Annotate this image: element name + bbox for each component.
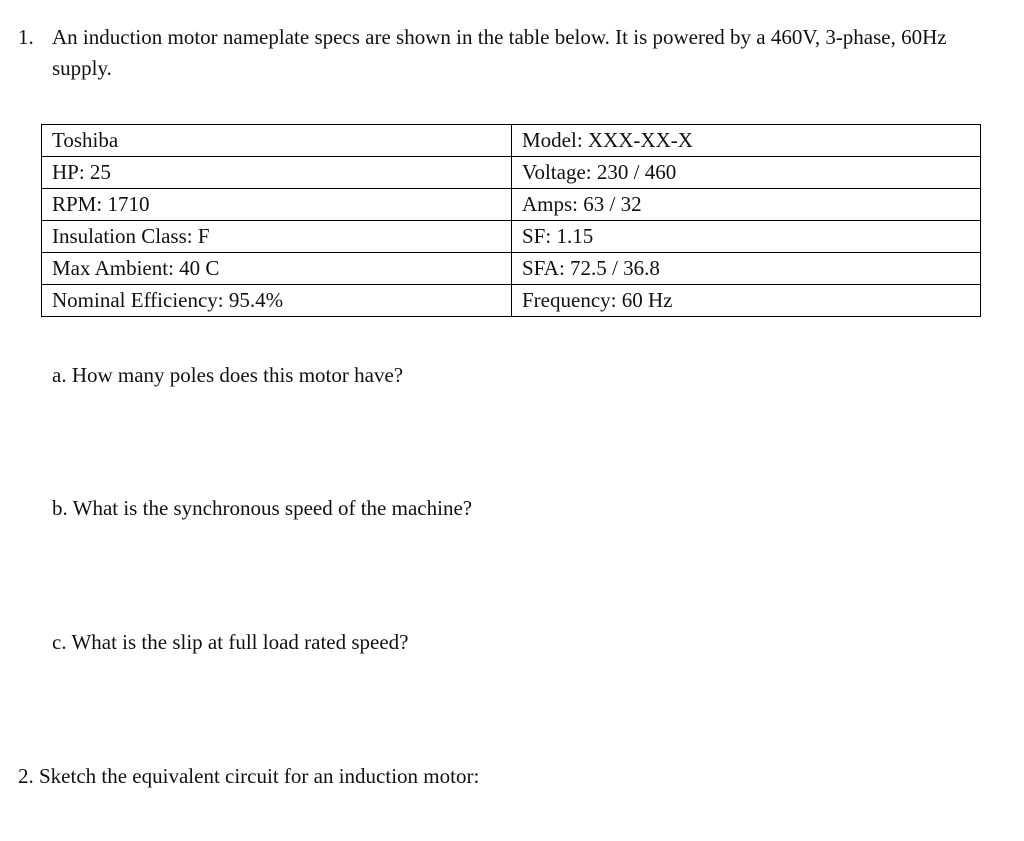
nameplate-amps: Amps: 63 / 32: [512, 189, 981, 221]
question-2-text: Sketch the equivalent circuit for an induction motor:: [39, 764, 480, 788]
nameplate-frequency: Frequency: 60 Hz: [512, 285, 981, 317]
nameplate-hp: HP: 25: [42, 157, 512, 189]
nameplate-insulation-class: Insulation Class: F: [42, 221, 512, 253]
question-1: [18, 22, 978, 84]
nameplate-model: Model: XXX-XX-X: [512, 125, 981, 157]
nameplate-service-factor: SF: 1.15: [512, 221, 981, 253]
question-1-text: An induction motor nameplate specs are shown in the table below. It is powered by a 460V, 3-phase, 60Hz supply.: [52, 25, 947, 80]
nameplate-rpm: RPM: 1710: [42, 189, 512, 221]
subquestion-a: a. How many poles does this motor have?: [52, 363, 404, 387]
nameplate-table: [41, 124, 981, 317]
nameplate-manufacturer: Toshiba: [42, 125, 512, 157]
question-1-number: 1.: [18, 25, 34, 49]
subquestion-c: c. What is the slip at full load rated speed?: [52, 630, 409, 654]
nameplate-efficiency: Nominal Efficiency: 95.4%: [42, 285, 512, 317]
table-row: [42, 125, 981, 157]
question-2-number: 2.: [18, 764, 34, 788]
subquestion-b: b. What is the synchronous speed of the machine?: [52, 496, 473, 520]
table-row: [42, 189, 981, 221]
nameplate-service-factor-amps: SFA: 72.5 / 36.8: [512, 253, 981, 285]
nameplate-voltage: Voltage: 230 / 460: [512, 157, 981, 189]
nameplate-max-ambient: Max Ambient: 40 C: [42, 253, 512, 285]
table-row: [42, 253, 981, 285]
table-row: [42, 157, 981, 189]
table-row: [42, 285, 981, 317]
table-row: [42, 221, 981, 253]
question-2: [18, 762, 479, 790]
